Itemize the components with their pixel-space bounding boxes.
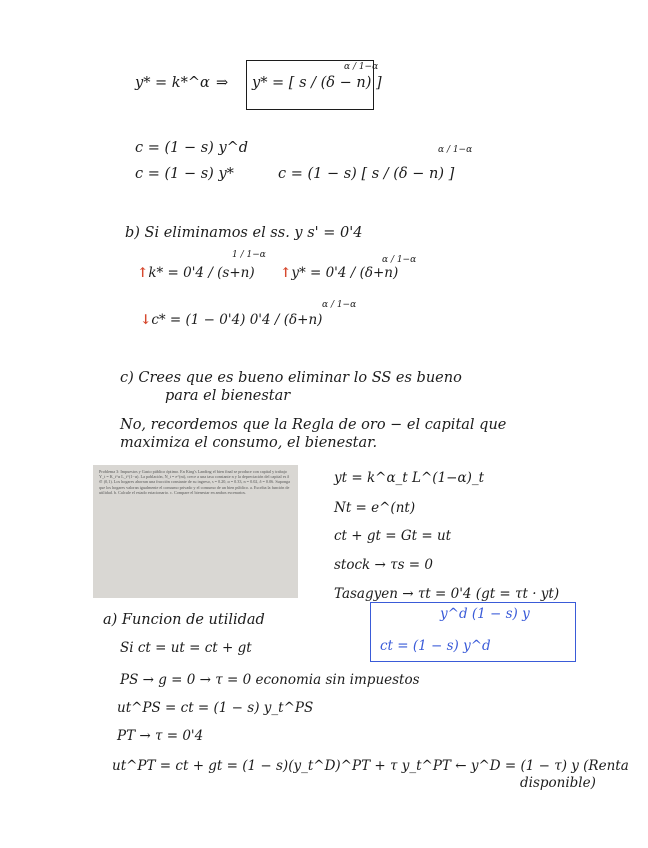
right-eq-4: stock → τs = 0 <box>334 557 433 573</box>
section-b-k: ↑k* = 0'4 / (s+n) <box>137 265 255 281</box>
note-line-3b: c = (1 − s) [ s / (δ − n) ] <box>278 166 455 182</box>
note-line-1: y* = k*^α <box>135 75 210 91</box>
blue-note-1: y^d (1 − s) y <box>440 606 530 622</box>
ps-line-2: ut^PS = ct = (1 − s) y_t^PS <box>117 700 314 716</box>
section-b-c: ↓c* = (1 − 0'4) 0'4 / (δ+n) <box>140 312 323 328</box>
note-arrow-1: ⇒ <box>216 75 229 91</box>
note-line-1-boxed: y* = [ s / (δ − n) ] <box>252 75 382 91</box>
note-exponent-3b: α / 1−α <box>438 145 473 155</box>
printed-problem-photo <box>93 465 298 598</box>
blue-note-2: ct = (1 − s) y^d <box>380 638 491 654</box>
printed-problem-text: Problema 3: Impuestos y Gasto público óptimo. En King's Landing el bien final se produce con capital y trabajo Y_t = K_t^α L_t^(1−α). La población, N_t = e^(nt), crece a una tasa constante n y la depreciación del capital es δ ∈ (0,1). Los hogares ahorran una fracción constante de su ingreso, s = 0.20, α = 0.33, n = 0.02, δ = 0.06. Suponga que los hogares valoran igualmente el consumo privado y el consumo de un bien público. a. Escriba la función de utilidad. b. Calcule el estado estacionario. c. Compare el bienestar en ambos escenarios. <box>99 469 291 495</box>
section-b-c-exp: α / 1−α <box>322 300 357 310</box>
section-c-answer-2: maximiza el consumo, el bienestar. <box>120 435 378 451</box>
note-line-2: c = (1 − s) y^d <box>135 140 249 156</box>
section-a-heading: a) Funcion de utilidad <box>103 612 265 628</box>
pt-line-2: ut^PT = ct + gt = (1 − s)(y_t^D)^PT + τ y_t^PT ← y^D = (1 − τ) y (Renta <box>112 758 629 774</box>
section-a-si: Si ct = ut = ct + gt <box>120 640 252 656</box>
section-c-question-2: para el bienestar <box>165 388 291 404</box>
section-b-y: ↑y* = 0'4 / (δ+n) <box>280 265 399 281</box>
pt-line-1: PT → τ = 0'4 <box>117 728 204 744</box>
section-b-y-exp: α / 1−α <box>382 255 417 265</box>
section-c-answer-1: No, recordemos que la Regla de oro − el capital que <box>120 417 507 433</box>
right-eq-1: yt = k^α_t L^(1−α)_t <box>334 470 485 486</box>
right-eq-5: Tasagyen → τt = 0'4 (gt = τt · yt) <box>334 586 560 602</box>
right-eq-3: ct + gt = Gt = ut <box>334 528 452 544</box>
note-exponent-1: α / 1−α <box>344 62 379 72</box>
note-line-3: c = (1 − s) y* <box>135 166 234 182</box>
ps-line-1: PS → g = 0 → τ = 0 economia sin impuestos <box>120 672 420 688</box>
pt-line-3: disponible) <box>520 775 596 791</box>
section-b-k-exp: 1 / 1−α <box>232 250 266 260</box>
right-eq-2: Nt = e^(nt) <box>334 500 416 516</box>
section-c-question-1: c) Crees que es bueno eliminar lo SS es bueno <box>120 370 462 386</box>
section-b-heading: b) Si eliminamos el ss. y s' = 0'4 <box>125 225 363 241</box>
